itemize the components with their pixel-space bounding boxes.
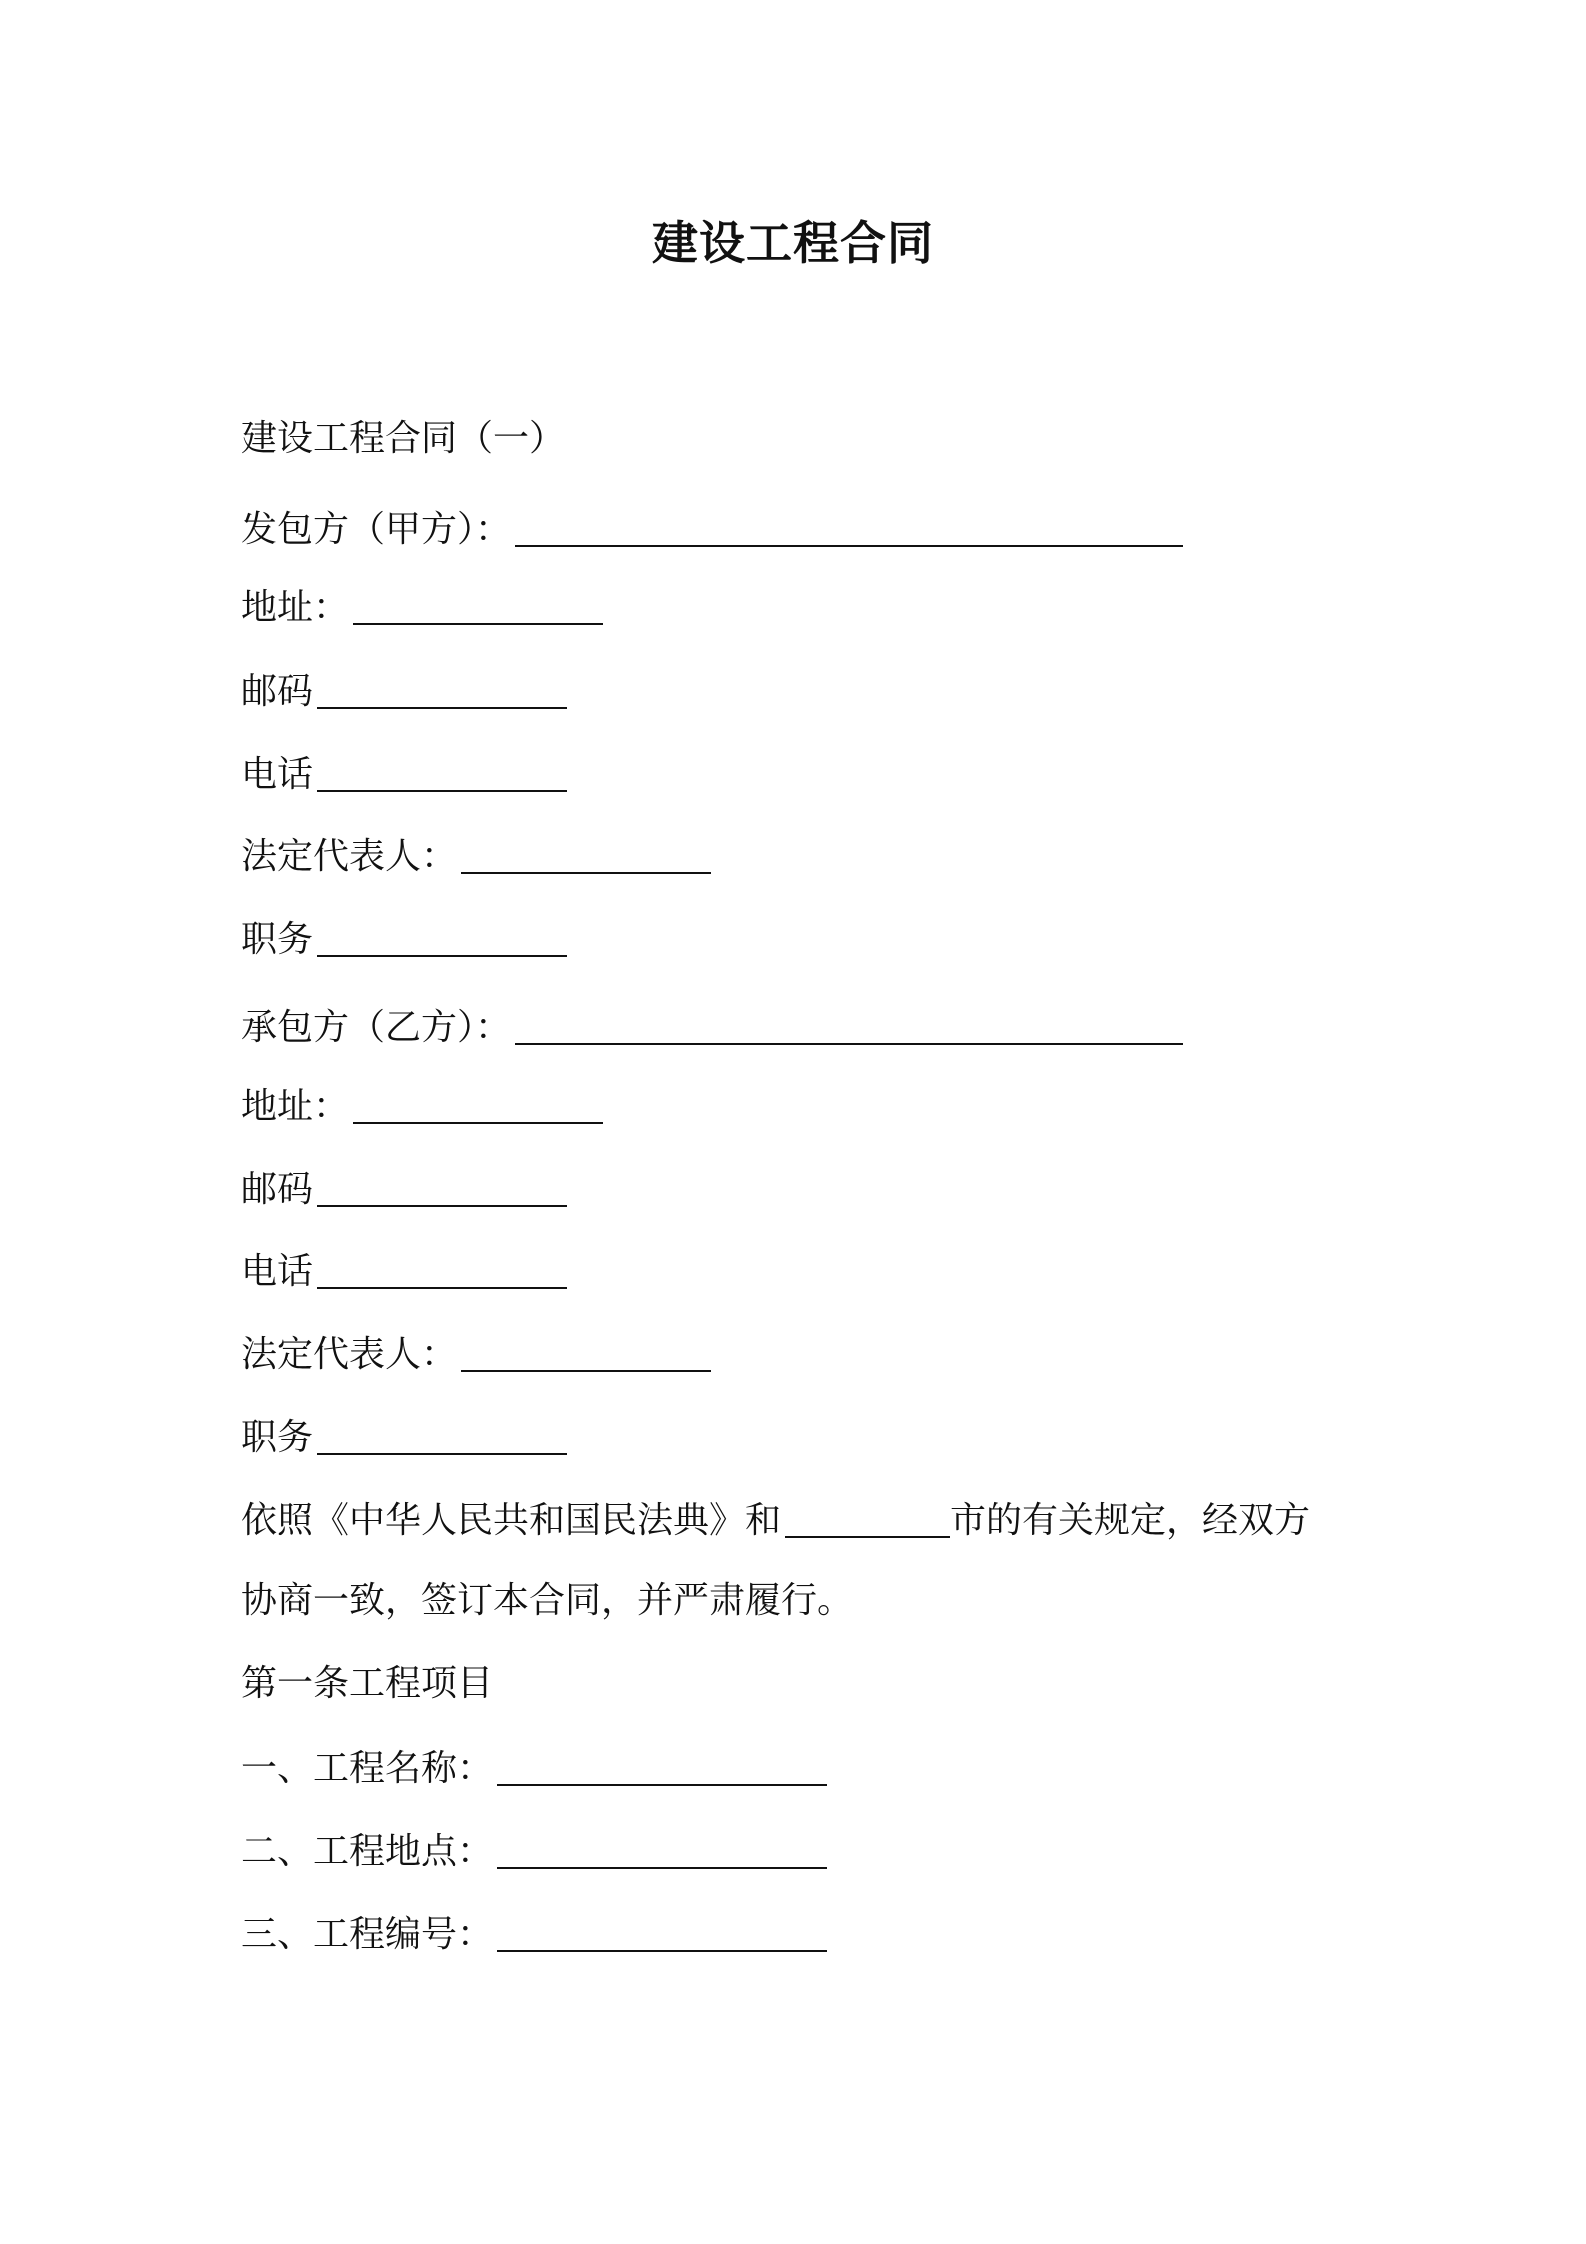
- city-blank: [785, 1498, 950, 1538]
- party-b-representative-line: 法定代表人：: [241, 1326, 711, 1381]
- party-a-postcode-line: 邮码: [241, 663, 567, 718]
- party-b-blank: [515, 1005, 1183, 1045]
- project-location-blank: [497, 1829, 827, 1869]
- project-location-line: 二、工程地点：: [241, 1823, 827, 1878]
- party-a-position-blank: [317, 917, 567, 957]
- document-title: 建设工程合同: [652, 216, 934, 270]
- party-a-position-line: 职务: [241, 911, 567, 966]
- legal-basis-line: 依照《中华人民共和国民法典》和 市的有关规定，经双方: [241, 1500, 1311, 1541]
- party-a-phone-blank: [317, 752, 567, 792]
- project-number-line: 三、工程编号：: [241, 1906, 827, 1961]
- party-b-position-blank: [317, 1415, 567, 1455]
- party-a-phone-line: 电话: [241, 746, 567, 801]
- party-b-address-blank: [353, 1084, 603, 1124]
- article-one-heading: 第一条工程项目: [241, 1663, 494, 1704]
- party-b-phone-line: 电话: [241, 1243, 567, 1298]
- project-number-blank: [497, 1912, 827, 1952]
- project-name-line: 一、工程名称：: [241, 1740, 827, 1795]
- party-b-address-line: 地址：: [241, 1078, 603, 1133]
- party-a-postcode-blank: [317, 669, 567, 709]
- party-a-address-line: 地址：: [241, 579, 603, 634]
- party-b-line: 承包方（乙方）：: [241, 999, 1183, 1054]
- party-b-representative-blank: [461, 1332, 711, 1372]
- party-b-postcode-line: 邮码: [241, 1161, 567, 1216]
- party-b-postcode-blank: [317, 1167, 567, 1207]
- party-a-address-blank: [353, 585, 603, 625]
- party-b-phone-blank: [317, 1249, 567, 1289]
- party-a-blank: [515, 507, 1183, 547]
- party-b-position-line: 职务: [241, 1409, 567, 1464]
- party-a-line: 发包方（甲方）：: [241, 501, 1183, 556]
- party-a-representative-blank: [461, 834, 711, 874]
- agreement-line: 协商一致，签订本合同，并严肃履行。: [241, 1580, 854, 1621]
- project-name-blank: [497, 1746, 827, 1786]
- party-a-representative-line: 法定代表人：: [241, 828, 711, 883]
- section-heading: 建设工程合同（一）: [241, 418, 566, 459]
